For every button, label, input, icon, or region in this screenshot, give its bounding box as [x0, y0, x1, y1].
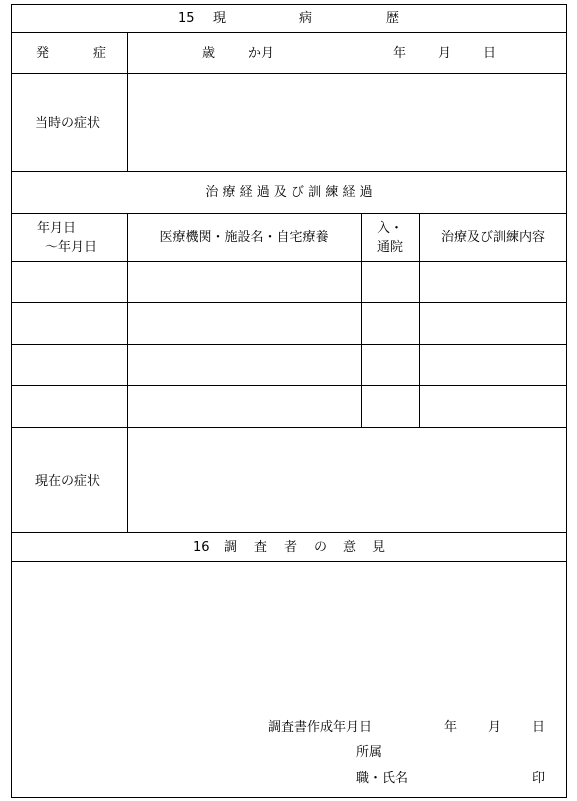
created-date-day-unit: 日 [532, 720, 546, 735]
col-content: 治療及び訓練内容 [440, 230, 545, 245]
symptoms-at-time-field[interactable] [135, 80, 555, 165]
investigator-opinion-field[interactable] [20, 570, 555, 700]
section15-number: 15 [178, 11, 195, 26]
onset-date-year-unit: 年 [393, 46, 407, 61]
section16-title-char-3: 者 [284, 540, 298, 555]
symptoms-at-time-label: 当時の症状 [35, 116, 101, 131]
current-symptoms-label: 現在の症状 [35, 474, 101, 489]
section16-title-char-4: の [314, 540, 328, 555]
col-date-line2: ～年月日 [45, 240, 98, 255]
onset-age-months-unit: か月 [248, 46, 275, 61]
onset-label-char-1: 発 [36, 46, 50, 61]
section15-title-char-1: 現 [213, 11, 227, 26]
section16-title-char-6: 見 [372, 540, 386, 555]
col-date-line1: 年月日 [37, 221, 77, 236]
position-name-label: 職・氏名 [356, 771, 409, 786]
onset-age-years-unit: 歳 [202, 46, 216, 61]
col-institution: 医療機関・施設名・自宅療養 [159, 230, 329, 245]
onset-date-month-unit: 月 [438, 46, 452, 61]
seal-label: 印 [532, 771, 546, 786]
current-symptoms-field[interactable] [135, 436, 555, 524]
treatment-heading: 治 療 経 過 及 び 訓 練 経 過 [205, 185, 373, 200]
col-inout-line2: 通院 [376, 240, 403, 255]
onset-label-char-2: 症 [93, 46, 107, 61]
section16-number: 16 [193, 540, 210, 555]
section16-title-char-1: 調 [224, 540, 238, 555]
col-inout-line1: 入・ [376, 221, 403, 236]
created-date-label: 調査書作成年月日 [268, 720, 373, 735]
section16-title-char-5: 意 [343, 540, 357, 555]
created-date-year-unit: 年 [444, 720, 458, 735]
section15-title-char-3: 歴 [386, 11, 400, 26]
created-date-month-unit: 月 [488, 720, 502, 735]
affiliation-label: 所属 [356, 745, 383, 760]
section16-title-char-2: 査 [254, 540, 268, 555]
section15-title-char-2: 病 [299, 11, 313, 26]
onset-date-day-unit: 日 [483, 46, 497, 61]
